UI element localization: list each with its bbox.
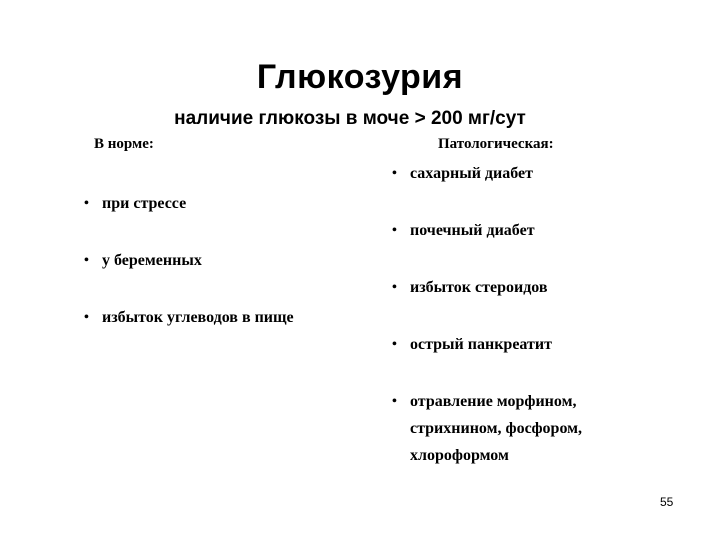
bullet-icon: • (392, 280, 397, 295)
list-item-text: сахарный диабет (410, 165, 533, 182)
list-item (84, 190, 374, 217)
list-item (392, 217, 652, 244)
list-item-text: почечный диабет (410, 222, 535, 239)
bullet-icon: • (392, 223, 397, 238)
normal-header: В норме: (94, 136, 154, 152)
list-item-text: отравление морфином, стрихнином, фосфором, хлороформом (410, 393, 583, 464)
slide-title: Глюкозурия (256, 58, 464, 96)
list-item-text: избыток углеводов в пище (102, 309, 294, 326)
list-item (392, 274, 652, 301)
bullet-icon: • (392, 337, 397, 352)
list-item-text: у беременных (102, 252, 202, 269)
list-item (392, 160, 652, 187)
list-item (84, 247, 374, 274)
bullet-icon: • (392, 166, 397, 181)
list-item-text: при стрессе (102, 195, 187, 212)
bullet-icon: • (392, 394, 397, 409)
bullet-icon: • (84, 196, 89, 211)
list-item (84, 304, 374, 331)
bullet-icon: • (84, 310, 89, 325)
list-item-text: острый панкреатит (410, 336, 552, 353)
normal-list (84, 190, 374, 361)
list-item (392, 388, 652, 469)
list-item (392, 331, 652, 358)
page-number: 55 (660, 495, 674, 509)
pathological-header: Патологическая: (438, 136, 554, 152)
pathological-list (392, 160, 652, 499)
slide-subtitle: наличие глюкозы в моче > 200 мг/сут (174, 108, 526, 129)
list-item-text: избыток стероидов (410, 279, 548, 296)
bullet-icon: • (84, 253, 89, 268)
